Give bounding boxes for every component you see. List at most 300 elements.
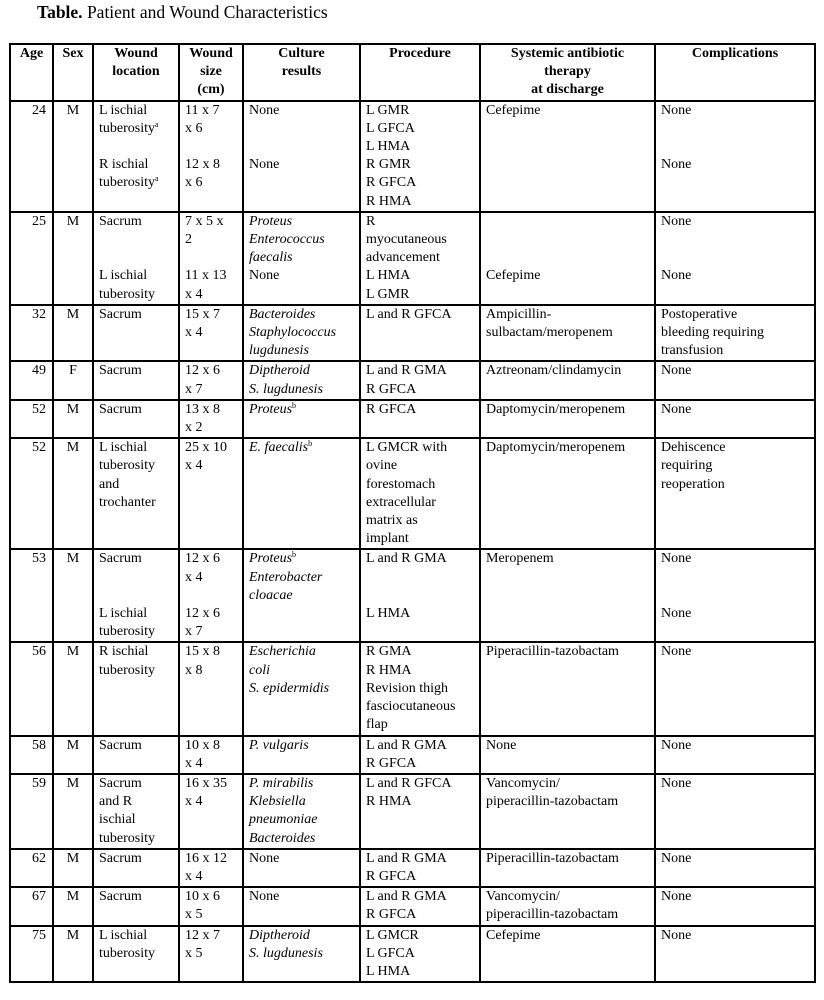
cell-culture-line [249, 213, 354, 231]
cell-culture-text: Bacteroides [249, 306, 316, 322]
cell-age: 62 [10, 849, 53, 887]
header-antibiotic-line: therapy [544, 64, 591, 80]
cell-procedure [360, 736, 480, 774]
cell-complications-text: None [661, 363, 692, 379]
cell-size-text: x 4 [185, 794, 203, 810]
cell-complications [655, 305, 815, 362]
cell-culture-line [249, 888, 354, 906]
cell-size-text: 13 x 8 [185, 401, 220, 417]
cell-procedure-text: L HMA [366, 606, 411, 622]
cell-complications-text: bleeding requiring [661, 325, 765, 341]
cell-procedure-line [366, 868, 474, 886]
cell-culture [243, 642, 360, 735]
cell-size [179, 849, 243, 887]
cell-size-line [185, 927, 237, 945]
cell-procedure-line [366, 793, 474, 811]
cell-complications-line [661, 927, 809, 945]
cell-complications-text: None [661, 401, 692, 417]
header-location-line: Wound [114, 46, 158, 61]
cell-location-text: Sacrum [99, 551, 142, 567]
cell-procedure-line [366, 439, 474, 457]
cell-antibiotic [480, 549, 655, 642]
cell-complications-text: transfusion [661, 343, 724, 359]
cell-complications [655, 774, 815, 849]
cell-complications [655, 361, 815, 399]
cell-sex: M [53, 438, 93, 549]
cell-culture [243, 736, 360, 774]
cell-procedure [360, 774, 480, 849]
cell-culture-line [249, 102, 354, 120]
cell-sex: M [53, 736, 93, 774]
cell-procedure-line [366, 306, 474, 324]
cell-size-text: 15 x 8 [185, 644, 220, 660]
cell-procedure-text: L and R GMA [366, 737, 447, 753]
cell-procedure-line [366, 680, 474, 698]
header-antibiotic [480, 44, 655, 101]
cell-age: 52 [10, 438, 53, 549]
cell-age: 56 [10, 642, 53, 735]
cell-size-line [185, 362, 237, 380]
footnote-marker: a [155, 174, 159, 184]
cell-size-line [185, 231, 237, 249]
table-row [10, 212, 815, 305]
header-size-line: (cm) [197, 82, 225, 98]
cell-culture-text: coli [249, 662, 270, 678]
footnote-marker: b [292, 400, 297, 410]
cell-sex: M [53, 887, 93, 925]
cell-procedure-line [366, 888, 474, 906]
cell-sex: F [53, 361, 93, 399]
cell-procedure-line [366, 120, 474, 138]
cell-size-line [185, 381, 237, 399]
cell-antibiotic-line [486, 850, 649, 868]
cell-location-text: tuberosity [99, 662, 155, 678]
cell-antibiotic [480, 400, 655, 438]
cell-antibiotic-line [486, 324, 649, 342]
cell-antibiotic-line [486, 927, 649, 945]
cell-size-line [185, 401, 237, 419]
cell-complications-line [661, 569, 809, 587]
cell-complications-text: None [661, 850, 692, 866]
cell-location-line [99, 830, 173, 848]
cell-procedure-text: extracellular [366, 494, 436, 510]
cell-size-line [185, 737, 237, 755]
cell-antibiotic-line [486, 793, 649, 811]
cell-antibiotic-text: Daptomycin/meropenem [486, 401, 626, 417]
cell-culture-text: Staphylococcus [249, 325, 337, 341]
header-size-line: Wound [189, 46, 233, 61]
cell-culture-text: Enterobacter [249, 569, 323, 585]
cell-size [179, 549, 243, 642]
cell-culture-line [249, 306, 354, 324]
cell-age: 58 [10, 736, 53, 774]
cell-culture-line [249, 381, 354, 399]
cell-location-line [99, 476, 173, 494]
cell-culture-text: Proteus [249, 213, 293, 229]
patient-wound-table [9, 43, 816, 983]
table-row [10, 887, 815, 925]
cell-procedure-line [366, 156, 474, 174]
cell-culture-text: Escherichia [249, 644, 316, 660]
cell-size-text: x 4 [185, 286, 203, 302]
cell-size-text: x 4 [185, 458, 203, 474]
cell-procedure-text: matrix as [366, 513, 418, 529]
cell-culture [243, 438, 360, 549]
cell-procedure-line [366, 587, 474, 605]
cell-location [93, 305, 179, 362]
cell-size-line [185, 888, 237, 906]
cell-size-text: 16 x 35 [185, 775, 227, 791]
cell-location-line [99, 174, 173, 192]
cell-culture [243, 101, 360, 212]
cell-size-line [185, 439, 237, 457]
cell-culture-line [249, 138, 354, 156]
cell-complications [655, 438, 815, 549]
cell-location-text: ischial [99, 812, 136, 828]
cell-size-text: x 4 [185, 868, 203, 884]
header-age [10, 44, 53, 101]
cell-antibiotic-text: Daptomycin/meropenem [486, 440, 626, 456]
caption-title: Patient and Wound Characteristics [86, 2, 328, 22]
cell-procedure-line [366, 174, 474, 192]
cell-procedure [360, 361, 480, 399]
cell-antibiotic-line [486, 906, 649, 924]
cell-antibiotic [480, 736, 655, 774]
cell-procedure-line [366, 286, 474, 304]
cell-size-line [185, 550, 237, 568]
cell-age: 49 [10, 361, 53, 399]
cell-location-line [99, 138, 173, 156]
cell-size-line [185, 793, 237, 811]
cell-location-text: L ischial [99, 102, 148, 118]
cell-location-text: L ischial [99, 927, 148, 943]
cell-culture-line [249, 120, 354, 138]
cell-complications-line [661, 306, 809, 324]
cell-size-text: x 4 [185, 755, 203, 771]
cell-procedure [360, 438, 480, 549]
cell-size [179, 101, 243, 212]
cell-size-text: 25 x 10 [185, 440, 227, 456]
cell-culture-line [249, 662, 354, 680]
cell-age: 24 [10, 101, 53, 212]
cell-complications-line [661, 362, 809, 380]
cell-procedure-line [366, 457, 474, 475]
cell-culture-line [249, 362, 354, 380]
cell-complications-line [661, 737, 809, 755]
cell-location-line [99, 662, 173, 680]
cell-location-text: Sacrum [99, 213, 142, 229]
cell-culture-line [249, 680, 354, 698]
cell-size-line [185, 605, 237, 623]
cell-size [179, 400, 243, 438]
cell-procedure-text: R GMA [366, 644, 412, 660]
cell-complications-text: Dehiscence [661, 440, 726, 456]
cell-culture-text: Proteus [249, 551, 293, 567]
cell-size-text: x 5 [185, 907, 203, 923]
cell-location [93, 926, 179, 983]
cell-culture-text: E. faecalis [249, 440, 309, 456]
table-row [10, 361, 815, 399]
cell-location-text: Sacrum [99, 401, 142, 417]
cell-size-line [185, 623, 237, 641]
cell-location [93, 549, 179, 642]
cell-size-text: 12 x 6 [185, 551, 220, 567]
cell-culture [243, 212, 360, 305]
cell-procedure [360, 305, 480, 362]
cell-complications-text: None [661, 644, 692, 660]
cell-culture-text: S. lugdunesis [249, 381, 323, 397]
cell-location-line [99, 267, 173, 285]
cell-antibiotic-line [486, 737, 649, 755]
cell-procedure-line [366, 476, 474, 494]
cell-culture-line [249, 945, 354, 963]
cell-complications-line [661, 324, 809, 342]
cell-procedure-line [366, 737, 474, 755]
cell-size [179, 212, 243, 305]
cell-size-text: 11 x 13 [185, 268, 227, 284]
cell-size-line [185, 906, 237, 924]
cell-complications [655, 212, 815, 305]
cell-antibiotic-line [486, 213, 649, 231]
cell-location [93, 438, 179, 549]
cell-antibiotic [480, 642, 655, 735]
cell-antibiotic-text: None [486, 737, 517, 753]
cell-location-text: tuberosity [99, 175, 155, 191]
cell-complications-line [661, 138, 809, 156]
cell-location-line [99, 605, 173, 623]
cell-culture-line [249, 156, 354, 174]
cell-culture [243, 305, 360, 362]
cell-size [179, 305, 243, 362]
cell-location-line [99, 623, 173, 641]
cell-complications-line [661, 643, 809, 661]
cell-procedure-line [366, 927, 474, 945]
cell-antibiotic-text: Piperacillin-tazobactam [486, 850, 619, 866]
cell-age: 67 [10, 887, 53, 925]
header-size-line: size [200, 64, 222, 80]
cell-complications [655, 101, 815, 212]
cell-size-line [185, 775, 237, 793]
cell-complications-line [661, 587, 809, 605]
cell-size-line [185, 306, 237, 324]
header-sex [53, 44, 93, 101]
header-location-line: location [112, 64, 160, 80]
cell-complications [655, 549, 815, 642]
cell-procedure-line [366, 249, 474, 267]
cell-antibiotic-line [486, 249, 649, 267]
cell-procedure-line [366, 401, 474, 419]
table-row [10, 926, 815, 983]
cell-procedure-line [366, 945, 474, 963]
cell-culture-text: None [249, 157, 280, 173]
cell-complications-line [661, 231, 809, 249]
cell-age: 52 [10, 400, 53, 438]
cell-size-text: x 4 [185, 325, 203, 341]
cell-culture-line [249, 775, 354, 793]
cell-culture-line [249, 830, 354, 848]
cell-procedure [360, 642, 480, 735]
cell-procedure-line [366, 716, 474, 734]
cell-culture [243, 400, 360, 438]
cell-procedure-line [366, 231, 474, 249]
cell-size-line [185, 138, 237, 156]
cell-procedure-line [366, 850, 474, 868]
cell-complications-line [661, 267, 809, 285]
cell-size-text: x 7 [185, 624, 203, 640]
table-caption [37, 0, 328, 24]
cell-location-line [99, 550, 173, 568]
cell-size-text: x 2 [185, 420, 203, 436]
cell-sex: M [53, 642, 93, 735]
cell-complications-text: None [661, 268, 692, 284]
cell-culture-text: None [249, 889, 280, 905]
cell-antibiotic-text: Cefepime [486, 102, 541, 118]
cell-size-text: 10 x 8 [185, 737, 220, 753]
cell-procedure-text: L GMR [366, 286, 410, 302]
cell-size-text: x 6 [185, 175, 203, 191]
caption-label: Table. [37, 2, 83, 22]
cell-procedure [360, 101, 480, 212]
cell-location-line [99, 156, 173, 174]
cell-culture-text: Enterococcus [249, 232, 325, 248]
cell-size [179, 438, 243, 549]
cell-procedure-text: R GFCA [366, 755, 417, 771]
cell-procedure-line [366, 530, 474, 548]
cell-procedure-text: implant [366, 531, 409, 547]
cell-size [179, 642, 243, 735]
cell-culture-text: pneumoniae [249, 812, 318, 828]
cell-size-line [185, 213, 237, 231]
table-row [10, 438, 815, 549]
cell-complications-text: Postoperative [661, 306, 738, 322]
cell-location-text: L ischial [99, 268, 148, 284]
cell-sex: M [53, 549, 93, 642]
cell-antibiotic [480, 774, 655, 849]
cell-antibiotic-line [486, 643, 649, 661]
cell-complications-line [661, 476, 809, 494]
cell-antibiotic-line [486, 102, 649, 120]
cell-procedure-text: L and R GMA [366, 551, 447, 567]
cell-complications-text: None [661, 889, 692, 905]
cell-culture-text: Diptheroid [249, 927, 310, 943]
cell-culture [243, 361, 360, 399]
cell-sex: M [53, 774, 93, 849]
cell-antibiotic-line [486, 550, 649, 568]
cell-complications [655, 736, 815, 774]
cell-antibiotic-line [486, 231, 649, 249]
header-antibiotic-line: at discharge [531, 82, 604, 98]
cell-location-text: L ischial [99, 440, 148, 456]
cell-size-line [185, 662, 237, 680]
cell-size-text: 2 [185, 232, 192, 248]
cell-complications [655, 926, 815, 983]
cell-culture-line [249, 737, 354, 755]
cell-procedure [360, 400, 480, 438]
cell-procedure-text: R GFCA [366, 868, 417, 884]
cell-antibiotic-text: Meropenem [486, 551, 554, 567]
cell-procedure-line [366, 550, 474, 568]
cell-procedure-text: L GFCA [366, 945, 415, 961]
cell-size-line [185, 868, 237, 886]
cell-location-line [99, 102, 173, 120]
cell-procedure-text: forestomach [366, 476, 436, 492]
header-sex-line: Sex [62, 46, 84, 61]
cell-complications-line [661, 850, 809, 868]
cell-antibiotic-line [486, 439, 649, 457]
cell-size-line [185, 267, 237, 285]
table-row [10, 736, 815, 774]
cell-procedure [360, 887, 480, 925]
cell-size-text: 7 x 5 x [185, 213, 224, 229]
cell-procedure-line [366, 698, 474, 716]
cell-size-line [185, 850, 237, 868]
cell-culture-line [249, 811, 354, 829]
cell-antibiotic-text: Ampicillin- [486, 306, 552, 322]
cell-location-line [99, 494, 173, 512]
cell-location-line [99, 643, 173, 661]
cell-procedure-line [366, 605, 474, 623]
cell-location-text: tuberosity [99, 120, 155, 136]
cell-antibiotic [480, 212, 655, 305]
cell-size-text: 16 x 12 [185, 850, 227, 866]
cell-procedure-text: L and R GMA [366, 850, 447, 866]
cell-location-text: tuberosity [99, 830, 155, 846]
header-culture [243, 44, 360, 101]
header-antibiotic-line: Systemic antibiotic [510, 46, 625, 61]
cell-antibiotic-line [486, 267, 649, 285]
cell-location-text: Sacrum [99, 775, 142, 791]
cell-size-line [185, 324, 237, 342]
cell-procedure-line [366, 512, 474, 530]
cell-age: 32 [10, 305, 53, 362]
cell-procedure-text: L HMA [366, 139, 411, 155]
cell-procedure-text: R GFCA [366, 381, 417, 397]
table-body [10, 101, 815, 983]
cell-procedure-line [366, 494, 474, 512]
cell-procedure-text: advancement [366, 250, 440, 266]
header-location [93, 44, 179, 101]
cell-culture [243, 887, 360, 925]
cell-procedure-line [366, 755, 474, 773]
cell-complications-text: reoperation [661, 476, 725, 492]
cell-size-text: 12 x 7 [185, 927, 220, 943]
header-size [179, 44, 243, 101]
cell-location-text: R ischial [99, 644, 149, 660]
cell-culture-text: faecalis [249, 250, 293, 266]
cell-antibiotic-text: Cefepime [486, 268, 541, 284]
cell-culture-text: P. vulgaris [249, 737, 309, 753]
cell-procedure-text: L GMCR with [366, 440, 448, 456]
cell-procedure-text: L GMCR [366, 927, 419, 943]
cell-culture [243, 774, 360, 849]
cell-size-line [185, 102, 237, 120]
cell-complications [655, 849, 815, 887]
cell-antibiotic [480, 361, 655, 399]
cell-size-text: 12 x 6 [185, 606, 220, 622]
cell-culture-text: Diptheroid [249, 363, 310, 379]
cell-complications-text: None [661, 102, 692, 118]
cell-size-text: x 5 [185, 945, 203, 961]
cell-size-text: 12 x 8 [185, 157, 220, 173]
cell-procedure-line [366, 662, 474, 680]
cell-procedure-text: R [366, 213, 376, 229]
cell-culture-line [249, 439, 354, 457]
cell-sex: M [53, 400, 93, 438]
cell-complications-text: None [661, 927, 692, 943]
cell-complications-line [661, 605, 809, 623]
cell-procedure [360, 849, 480, 887]
cell-complications-text: None [661, 551, 692, 567]
